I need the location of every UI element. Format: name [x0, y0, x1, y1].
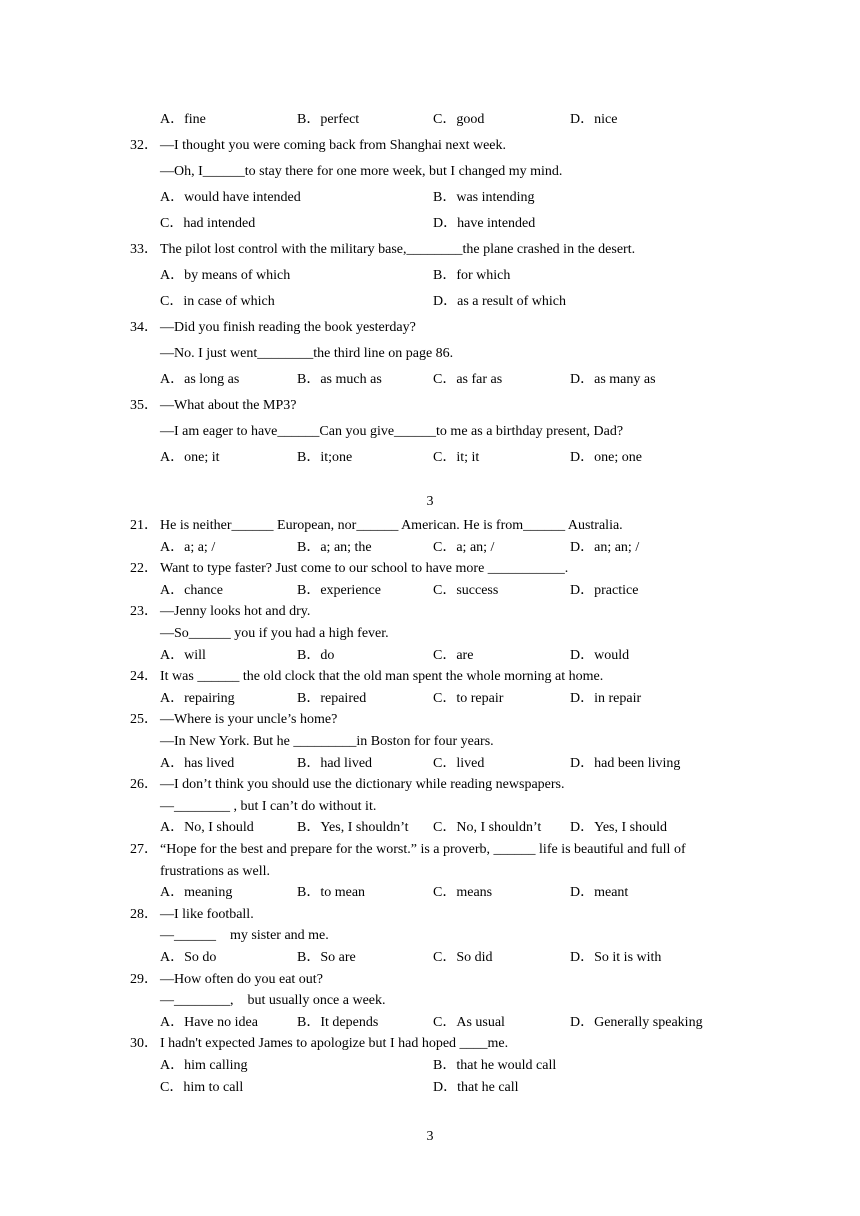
answer-option: D．So it is with: [570, 950, 662, 965]
question-text: The pilot lost control with the military base,________the plane crashed in the desert.: [160, 242, 636, 257]
answer-option: B．was intending: [433, 190, 535, 205]
answer-option: C．are: [433, 647, 474, 663]
question-number: 25．: [130, 712, 158, 728]
text-line: [0, 775, 860, 795]
dialogue-text: —I am eager to have______Can you give______to me as a birthday present, Dad?: [160, 424, 624, 439]
dialogue-text: —No. I just went________the third line on page 86.: [160, 346, 454, 361]
question-number: 29．: [130, 971, 158, 987]
answer-option: A．would have intended: [160, 190, 301, 205]
answer-option: C．a; an; /: [433, 539, 495, 555]
answer-option: D．had been living: [570, 755, 681, 771]
answer-option: A．meaning: [160, 885, 233, 901]
answer-option: B．for which: [433, 268, 511, 283]
dialogue-text: —________ , but I can’t do without it.: [160, 798, 377, 814]
text-line: [0, 1078, 860, 1098]
question-number: 32．: [130, 138, 158, 153]
answer-option: D．would: [570, 647, 630, 663]
answer-option: A．repairing: [160, 690, 235, 706]
question-number: 22．: [130, 561, 158, 577]
answer-option: D．as many as: [570, 372, 656, 387]
question-number: 28．: [130, 906, 158, 922]
question-text: I hadn't expected James to apologize but I had hoped ____me.: [160, 1036, 509, 1052]
answer-option: A．has lived: [160, 755, 235, 771]
text-line: [0, 689, 860, 709]
answer-option: B．It depends: [297, 1014, 379, 1030]
question-text: —How often do you eat out?: [160, 971, 323, 987]
answer-option: A．by means of which: [160, 268, 291, 283]
answer-option: A．will: [160, 647, 206, 663]
text-line: [0, 188, 860, 208]
answer-option: D．nice: [570, 112, 618, 127]
text-line: [0, 905, 860, 925]
answer-option: C．So did: [433, 950, 493, 965]
answer-option: A．Have no idea: [160, 1014, 258, 1030]
answer-option: A．chance: [160, 582, 223, 598]
answer-option: D．practice: [570, 582, 639, 598]
question-text: —What about the MP3?: [160, 398, 297, 413]
question-text: —Where is your uncle’s home?: [160, 712, 338, 728]
answer-option: D．in repair: [570, 690, 642, 706]
answer-option: A．him calling: [160, 1058, 248, 1073]
question-text: He is neither______ European, nor______ American. He is from______ Australia.: [160, 518, 623, 533]
answer-option: B．to mean: [297, 885, 366, 901]
answer-option: D．meant: [570, 885, 629, 901]
dialogue-text: —______ my sister and me.: [160, 928, 329, 944]
question-number: 27．: [130, 842, 158, 857]
question-number: 35．: [130, 398, 158, 413]
answer-option: A．as long as: [160, 372, 240, 387]
text-line: [0, 448, 860, 468]
answer-option: C．As usual: [433, 1014, 505, 1030]
text-line: [0, 926, 860, 946]
question-text: “Hope for the best and prepare for the worst.” is a proverb, ______ life is beautiful and full of: [160, 842, 686, 857]
answer-option: C．it; it: [433, 450, 480, 465]
question-number: 30．: [130, 1036, 158, 1052]
text-line: [0, 710, 860, 730]
answer-option: A．a; a; /: [160, 539, 216, 555]
text-line: [0, 1056, 860, 1076]
question-text: It was ______ the old clock that the old man spent the whole morning at home.: [160, 669, 604, 685]
page-number-footer: 3: [426, 1129, 434, 1144]
answer-option: A．So do: [160, 950, 217, 965]
answer-option: C．in case of which: [160, 294, 275, 309]
text-line: [0, 1034, 860, 1054]
text-line: [0, 970, 860, 990]
question-number: 33．: [130, 242, 158, 257]
text-line: [0, 266, 860, 286]
text-line: [0, 318, 860, 338]
answer-option: B．that he would call: [433, 1058, 557, 1073]
answer-option: B．had lived: [297, 755, 373, 771]
text-line: [0, 624, 860, 644]
dialogue-text: —________, but usually once a week.: [160, 993, 386, 1009]
answer-option: B．it;one: [297, 450, 353, 465]
answer-option: D．as a result of which: [433, 294, 566, 309]
dialogue-text: —In New York. But he _________in Boston for four years.: [160, 734, 494, 749]
text-line: [0, 396, 860, 416]
answer-option: B．Yes, I shouldn’t: [297, 820, 409, 836]
question-text: Want to type faster? Just come to our school to have more ___________.: [160, 561, 569, 577]
question-number: 23．: [130, 604, 158, 620]
page-number-mid: 3: [426, 494, 434, 509]
text-line: [0, 344, 860, 364]
answer-option: C．had intended: [160, 216, 256, 231]
answer-option: D．one; one: [570, 450, 642, 465]
answer-option: B．So are: [297, 950, 356, 965]
answer-option: A．one; it: [160, 450, 220, 465]
text-line: [0, 162, 860, 182]
text-line: [0, 797, 860, 817]
answer-option: A．fine: [160, 112, 206, 127]
answer-option: C．him to call: [160, 1079, 244, 1095]
answer-option: C．to repair: [433, 690, 504, 706]
answer-option: D．an; an; /: [570, 539, 640, 555]
question-text: —Jenny looks hot and dry.: [160, 604, 311, 620]
question-number: 21．: [130, 518, 158, 533]
question-text: —I thought you were coming back from Shanghai next week.: [160, 138, 507, 153]
text-line: [0, 214, 860, 234]
question-number: 24．: [130, 669, 158, 685]
question-text: —Did you finish reading the book yesterday?: [160, 320, 416, 335]
dialogue-text: frustrations as well.: [160, 863, 271, 879]
text-line: [0, 538, 860, 558]
answer-option: C．as far as: [433, 372, 503, 387]
answer-option: B．perfect: [297, 112, 360, 127]
question-text: —I don’t think you should use the dictionary while reading newspapers.: [160, 777, 565, 793]
text-line: [0, 862, 860, 882]
text-line: [0, 292, 860, 312]
text-line: [0, 991, 860, 1011]
answer-option: B．as much as: [297, 372, 382, 387]
text-line: [0, 602, 860, 622]
text-line: [0, 818, 860, 838]
text-line: [0, 240, 860, 260]
answer-option: D．have intended: [433, 216, 536, 231]
text-line: [0, 667, 860, 687]
text-line: [0, 516, 860, 536]
question-number: 26．: [130, 777, 158, 793]
text-line: [0, 840, 860, 860]
answer-option: C．means: [433, 885, 493, 901]
answer-option: B．repaired: [297, 690, 367, 706]
answer-option: D．that he call: [433, 1079, 519, 1095]
answer-option: B．a; an; the: [297, 539, 372, 555]
text-line: [0, 883, 860, 903]
text-line: [0, 581, 860, 601]
answer-option: A．No, I should: [160, 820, 254, 836]
question-text: —I like football.: [160, 906, 254, 922]
answer-option: C．No, I shouldn’t: [433, 820, 542, 836]
text-line: [0, 732, 860, 752]
answer-option: C．success: [433, 582, 499, 598]
text-line: [0, 370, 860, 390]
text-line: [0, 1013, 860, 1033]
text-line: [0, 136, 860, 156]
text-line: [0, 754, 860, 774]
dialogue-text: —So______ you if you had a high fever.: [160, 626, 389, 641]
text-line: [0, 422, 860, 442]
answer-option: C．good: [433, 112, 485, 127]
question-number: 34．: [130, 320, 158, 335]
answer-option: C．lived: [433, 755, 485, 771]
answer-option: B．experience: [297, 582, 381, 598]
dialogue-text: —Oh, I______to stay there for one more week, but I changed my mind.: [160, 164, 563, 179]
answer-option: D．Generally speaking: [570, 1014, 703, 1030]
answer-option: D．Yes, I should: [570, 820, 667, 836]
answer-option: B．do: [297, 647, 335, 663]
text-line: [0, 559, 860, 579]
text-line: [0, 110, 860, 130]
text-line: [0, 948, 860, 968]
text-line: [0, 646, 860, 666]
